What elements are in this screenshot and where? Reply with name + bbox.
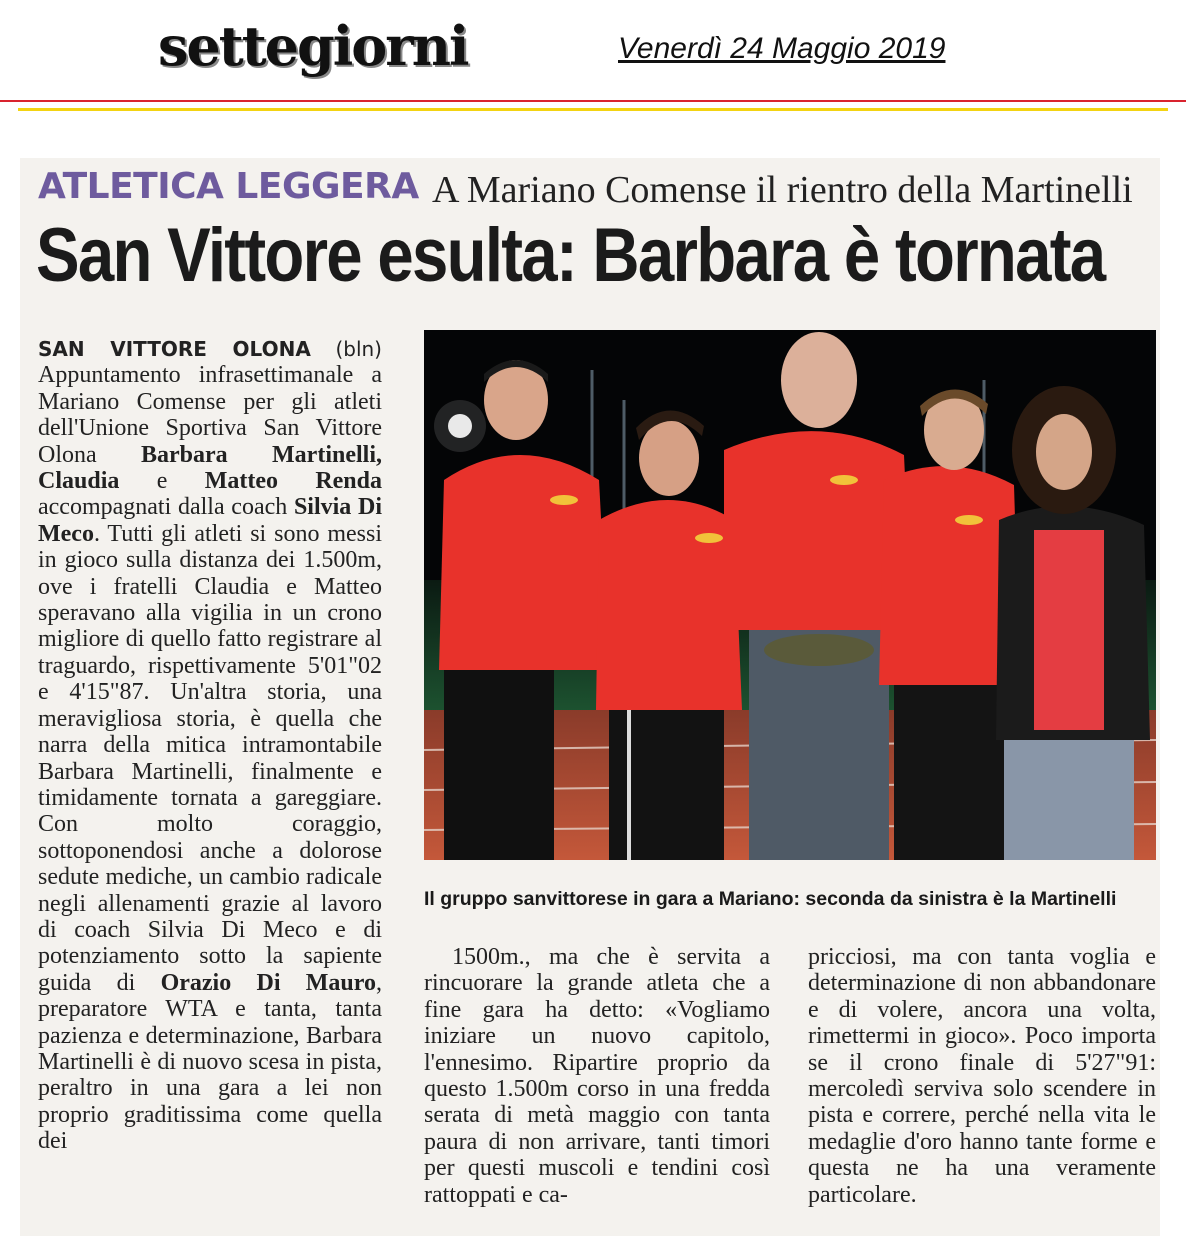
body-text: , preparatore WTA e tanta, tanta pazienza e determinazione, Barbara Martinelli è di nuovo scesa in pista, peraltro in una gara a lei non proprio graditissima come quella dei xyxy=(38,969,382,1155)
header-rule-red xyxy=(0,100,1186,102)
article-column-3 xyxy=(808,944,1156,1208)
dateline: SAN VITTORE OLONA xyxy=(38,337,311,361)
header-rule-yellow xyxy=(18,108,1168,111)
body-text: pricciosi, ma con tanta voglia e determinazione di non abbandonare e di volere, ancora una volta, rimettermi in gioco». Poco importa se il crono finale di 5'27"91: mercoledì serviva solo scendere in pista e correre, perché nella vita le medaglie d'oro hanno tante forme e questa ne ha una veramente particolare. xyxy=(808,944,1156,1208)
athlete-name: Matteo Renda xyxy=(204,468,383,495)
body-text: Appuntamento infrasettimanale a Mariano Comense per gli atleti dell'Unione Sportiva San Vittore Olona xyxy=(38,362,382,468)
team-photo xyxy=(424,330,1156,860)
issue-date: Venerdì 24 Maggio 2019 xyxy=(618,32,946,65)
byline: (bln) xyxy=(335,337,382,361)
section-kicker: ATLETICA LEGGERA xyxy=(38,166,419,207)
kicker-subtitle: A Mariano Comense il rientro della Martinelli xyxy=(432,169,1133,211)
photo-caption: Il gruppo sanvittorese in gara a Mariano: seconda da sinistra è la Martinelli xyxy=(424,888,1117,910)
body-text: . Tutti gli atleti si sono messi in gioco sulla distanza dei 1.500m, ove i fratelli Claudia e Matteo speravano alla vigilia in un crono migliore di quello fatto registrare al traguardo, rispettivamente 5'01"02 e 4'15"87. Un'altra storia, una meravigliosa storia, è quella che narra della mitica intramontabile Barbara Martinelli, finalmente e timidamente tornata a gareggiare. Con molto coraggio, sottoponendosi anche a dolorose sedute mediche, un cambio radicale negli allenamenti grazie al lavoro di coach Silvia Di Meco e di potenziamento sotto la sapiente guida di xyxy=(38,520,382,996)
article-column-1 xyxy=(38,336,382,1155)
trainer-name: Orazio Di Mauro xyxy=(160,969,376,996)
coach-name: Silvia Di Meco xyxy=(38,494,382,547)
body-text: accompagnati dalla coach xyxy=(38,494,294,521)
article-column-2 xyxy=(424,944,770,1208)
body-text: 1500m., ma che è servita a rincuorare la grande atleta che a fine gara ha detto: «Vogliamo iniziare un nuovo capitolo, l'ennesimo. Ripartire proprio da questo 1.500m corso in una fredda serata di metà maggio con tanta paura di non arrivare, tanti timori per questi muscoli e tendini così rattoppati e ca- xyxy=(424,944,770,1208)
newspaper-logo: settegiorni xyxy=(158,14,468,78)
athlete-names: Barbara Martinelli, Claudia xyxy=(38,441,382,495)
body-text: e xyxy=(119,468,205,495)
article-headline: San Vittore esulta: Barbara è tornata xyxy=(36,213,1105,298)
